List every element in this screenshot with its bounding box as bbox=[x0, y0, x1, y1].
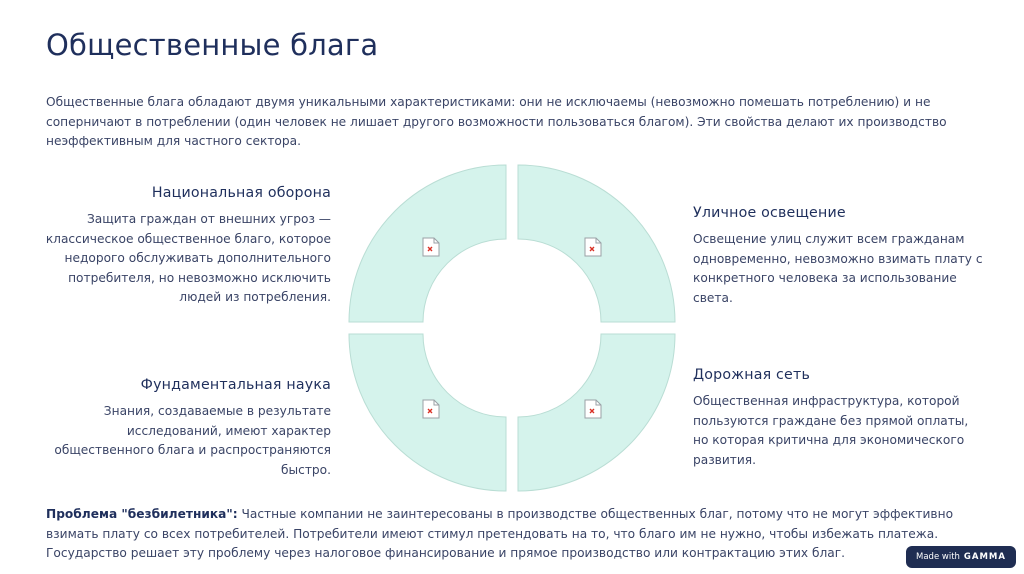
free-rider-paragraph bbox=[46, 505, 976, 564]
intro-paragraph: Общественные блага обладают двумя уникальными характеристиками: они не исключаемы (невозможно помешать потреблению) и не соперничают в потреблении (один человек не лишает другого возможности пользоваться благом). Эти свойства делают их производство неэффективным для частного сектора. bbox=[46, 95, 947, 148]
item-title: Дорожная сеть bbox=[693, 367, 811, 383]
page-title: Общественные блага bbox=[46, 28, 379, 62]
item-text: Защита граждан от внешних угроз — классическое общественное благо, которое недорого обслуживать дополнительного потребителя, но невозможно исключить людей из потребления. bbox=[45, 212, 331, 305]
broken-image-icon bbox=[584, 399, 602, 419]
free-rider-text: Частные компании не заинтересованы в производстве общественных благ, потому что не могут эффективно взимать плату со всех потребителей. Потребители имеют стимул претендовать на то, что благо им не нужно, чтобы избежать платежа. Государство решает эту проблему через налоговое финансирование и прямое производство или контрактацию этих благ. bbox=[46, 507, 954, 561]
quadrant-ring-diagram bbox=[347, 163, 677, 493]
item-national-defense bbox=[40, 185, 331, 308]
item-title: Уличное освещение bbox=[693, 205, 846, 221]
item-street-lighting bbox=[693, 205, 983, 308]
badge-brand: GAMMA bbox=[963, 552, 1006, 562]
badge-prefix: Made with bbox=[916, 552, 960, 562]
item-fundamental-science bbox=[40, 377, 331, 480]
made-with-gamma-badge[interactable] bbox=[906, 546, 1016, 568]
ring-svg bbox=[347, 163, 677, 493]
item-title: Национальная оборона bbox=[151, 185, 331, 201]
item-road-network bbox=[693, 367, 969, 470]
item-text: Освещение улиц служит всем гражданам одновременно, невозможно взимать плату с конкретного человека за использование света. bbox=[693, 232, 983, 305]
broken-image-icon bbox=[422, 399, 440, 419]
broken-image-icon bbox=[584, 237, 602, 257]
item-text: Общественная инфраструктура, которой пользуются граждане без прямой оплаты, но которая критична для экономического развития. bbox=[693, 394, 969, 467]
broken-image-icon bbox=[422, 237, 440, 257]
free-rider-lead: Проблема "безбилетника": bbox=[46, 507, 238, 521]
item-title: Фундаментальная наука bbox=[140, 377, 331, 393]
item-text: Знания, создаваемые в результате исследований, имеют характер общественного блага и распространяются быстро. bbox=[54, 404, 331, 477]
